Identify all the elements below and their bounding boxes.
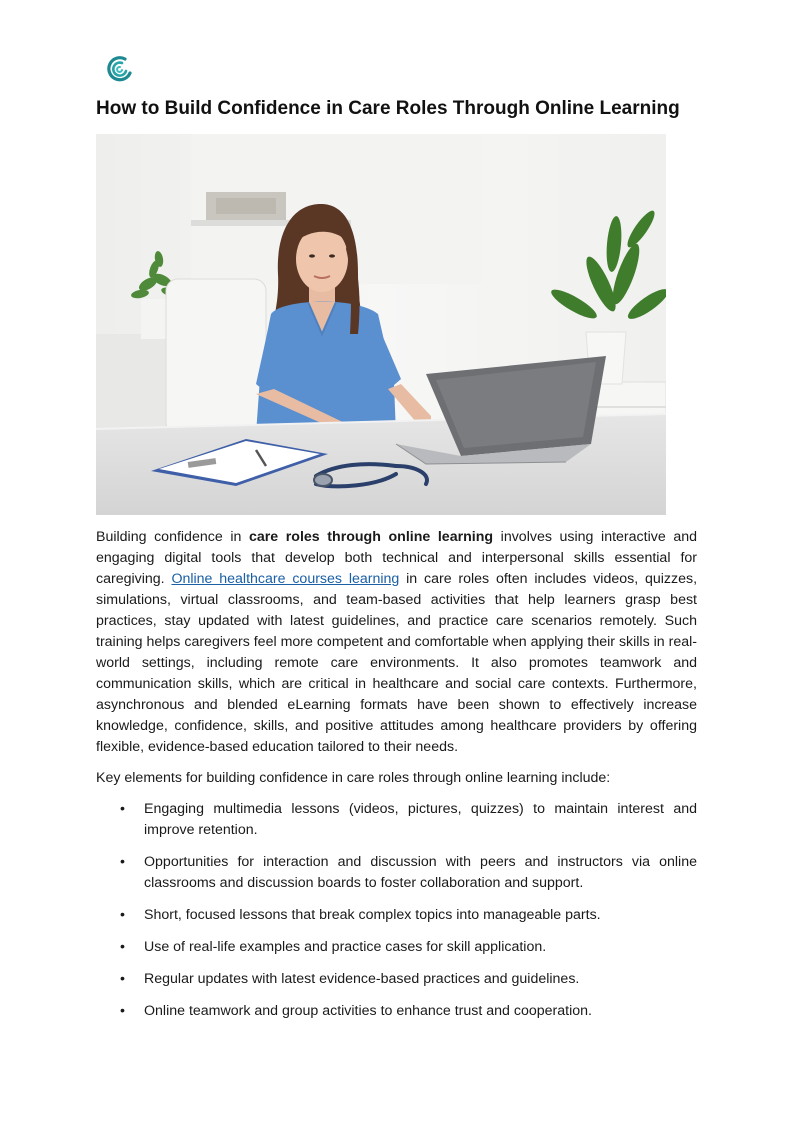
list-item: • Online teamwork and group activities to enhance trust and cooperation. xyxy=(96,1001,697,1022)
page-title: How to Build Confidence in Care Roles Through Online Learning xyxy=(96,98,680,119)
healthcare-courses-link[interactable]: Online healthcare courses learning xyxy=(171,571,400,587)
intro-text-c: in care roles often includes videos, quizzes, simulations, virtual classrooms, and team-based activities that help learners grasp best practices, stay updated with latest guidelines, and practice care scenarios remotely. Such training helps caregivers feel more competent and comfortable when applying their skills in real-world settings, including remote care environments. It also promotes teamwork and communication skills, which are critical in healthcare and social care contexts. Furthermore, asynchronous and blended eLearning formats have been shown to effectively increase knowledge, confidence, skills, and positive attitudes among healthcare providers by offering flexible, evidence-based education tailored to their needs. xyxy=(96,571,698,755)
wave-logo-icon xyxy=(101,52,133,84)
list-item: • Engaging multimedia lessons (videos, pictures, quizzes) to maintain interest and improve retention. xyxy=(96,799,697,841)
intro-text-a: Building confidence in xyxy=(96,529,249,545)
article-body xyxy=(96,527,697,1033)
hero-image xyxy=(96,134,666,515)
intro-text-b: involves using interactive and engaging digital tools that develop both technical and interpersonal skills essential for caregiving. xyxy=(96,529,698,587)
intro-paragraph xyxy=(96,527,697,758)
intro-bold-phrase: care roles through online learning xyxy=(248,529,494,545)
nurse-laptop-illustration xyxy=(96,134,666,515)
key-elements-intro: Key elements for building confidence in care roles through online learning include: xyxy=(96,770,611,786)
list-item: • Regular updates with latest evidence-based practices and guidelines. xyxy=(96,969,697,990)
list-item: • Opportunities for interaction and discussion with peers and instructors via online classrooms and discussion boards to foster collaboration and support. xyxy=(96,852,697,894)
list-item: • Short, focused lessons that break complex topics into manageable parts. xyxy=(96,905,697,926)
key-elements-list xyxy=(96,799,697,1022)
list-item: • Use of real-life examples and practice cases for skill application. xyxy=(96,937,697,958)
